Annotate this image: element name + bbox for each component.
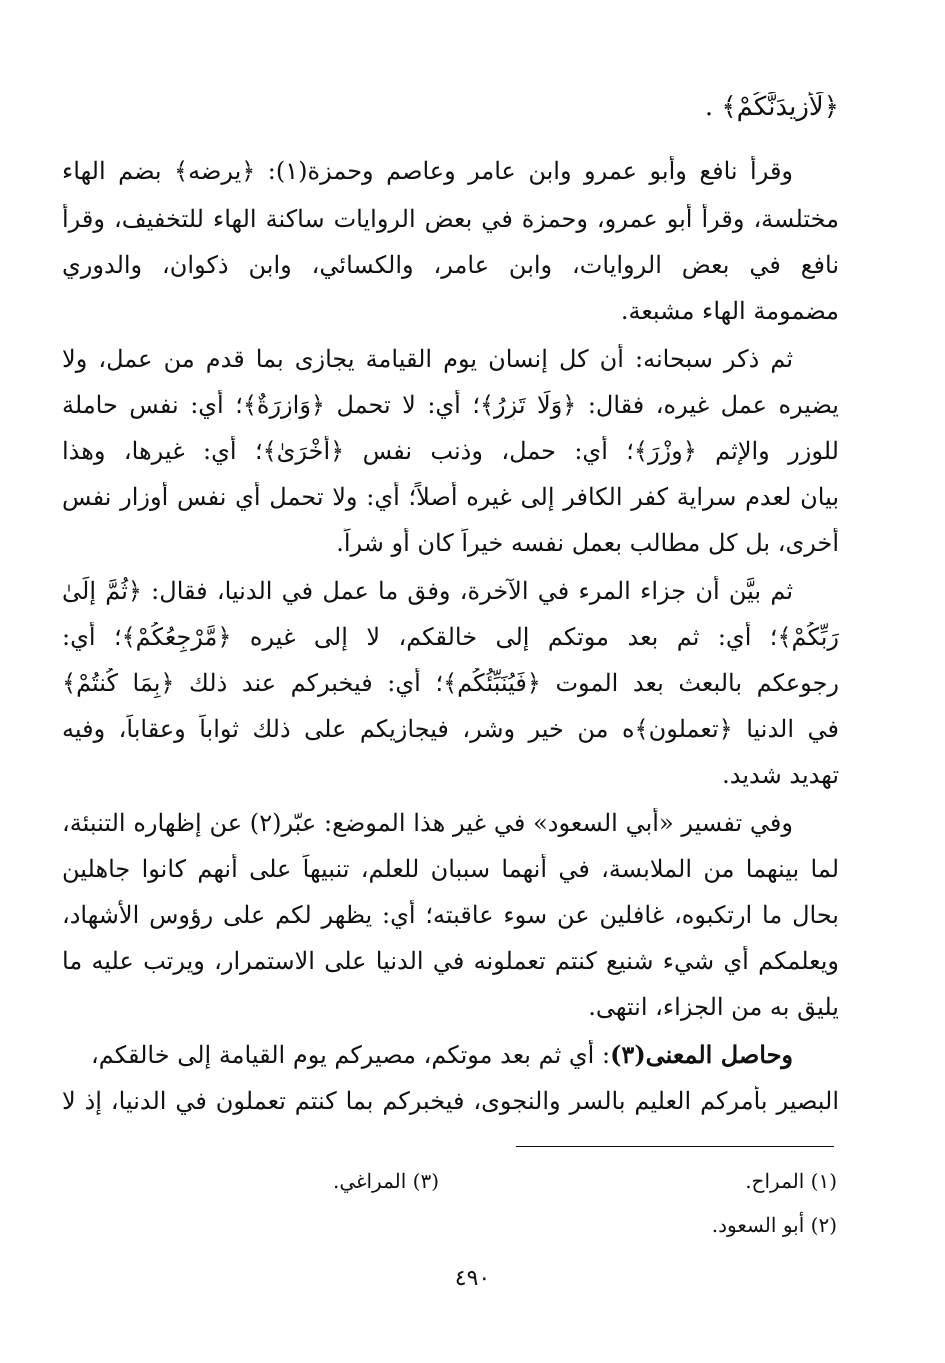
page-number: ٤٩٠ — [454, 1266, 491, 1291]
paragraph-4-line-4: ويعلمكم أي شيء شنيع كنتم تعملونه في الدنيا على الاستمرار، ويرتب عليه ما — [62, 947, 839, 975]
paragraph-4-line-3: بحال ما ارتكبوه، غافلين عن سوء عاقبته؛ أي: يظهر لكم على رؤوس الأشهاد، — [62, 901, 839, 929]
paragraph-2-line-3: للوزر والإثم ﴿وِزْرَ﴾؛ أي: حمل، وذنب نفس ﴿أُخْرَىٰ﴾؛ أي: غيرها، وهذا — [62, 437, 839, 465]
quran-verse-line: ﴿لَأَزِيدَنَّكُمْ﴾ . — [704, 92, 839, 122]
paragraph-4-line-5: يليق به من الجزاء، انتهى. — [588, 993, 839, 1021]
paragraph-4-line-2: لما بينهما من الملابسة، في أنهما سببان للعلم، تنبيهاً على أنهم كانوا جاهلين — [62, 855, 839, 883]
paragraph-2-line-1: ثم ذكر سبحانه: أن كل إنسان يوم القيامة يجازى بما قدم من عمل، ولا — [62, 345, 793, 373]
paragraph-2-line-5: أخرى، بل كل مطالب بعمل نفسه خيراً كان أو شراً. — [336, 529, 839, 557]
paragraph-3-line-3: رجوعكم بالبعث بعد الموت ﴿فَيُنَبِّئُكُم﴾؛ أي: فيخبركم عند ذلك ﴿بِمَا كُنتُمْ﴾ — [62, 669, 839, 697]
paragraph-3-line-5: تهديد شديد. — [722, 761, 839, 789]
paragraph-1-line-3: نافع في بعض الروايات، وابن عامر، والكسائي، وابن ذكوان، والدوري — [62, 251, 839, 279]
paragraph-3-line-4: في الدنيا ﴿تعملون﴾ه من خير وشر، فيجازيكم على ذلك ثواباً وعقاباً، وفيه — [62, 715, 839, 743]
paragraph-1-line-1: وقرأ نافع وأبو عمرو وابن عامر وعاصم وحمزة(١): ﴿يرضه﴾ بضم الهاء — [62, 157, 794, 185]
paragraph-3-line-2: رَبِّكُمْ﴾؛ أي: ثم بعد موتكم إلى خالقكم، لا إلى غيره ﴿مَّرْجِعُكُمْ﴾؛ أي: — [62, 623, 839, 651]
footnote-1: (١) المراح. — [745, 1169, 837, 1193]
paragraph-3-line-1: ثم بيَّن أن جزاء المرء في الآخرة، وفق ما عمل في الدنيا، فقال: ﴿ثُمَّ إِلَىٰ — [62, 577, 793, 605]
footnote-2: (٢) أبو السعود. — [711, 1213, 837, 1237]
paragraph-2-line-2: يضيره عمل غيره، فقال: ﴿وَلَا تَزِرُ﴾؛ أي: لا تحمل ﴿وَازِرَةٌ﴾؛ أي: نفس حاملة — [62, 391, 839, 419]
paragraph-5-line-2: البصير بأمركم العليم بالسر والنجوى، فيخبركم بما كنتم تعملون في الدنيا، إذ لا — [62, 1087, 839, 1115]
paragraph-5-line-1 — [62, 1040, 839, 1070]
paragraph-5-line-1-text: : أي ثم بعد موتكم، مصيركم يوم القيامة إلى خالقكم، — [91, 1041, 611, 1069]
paragraph-1-line-2: مختلسة، وقرأ أبو عمرو، وحمزة في بعض الروايات ساكنة الهاء للتخفيف، وقرأ — [62, 205, 839, 233]
paragraph-4-line-1: وفي تفسير «أبي السعود» في غير هذا الموضع: عبّر(٢) عن إظهاره التنبئة، — [62, 809, 793, 837]
footnote-separator — [516, 1146, 834, 1147]
paragraph-2-line-4: بيان لعدم سراية كفر الكافر إلى غيره أصلاً؛ أي: ولا تحمل أي نفس أوزار نفس — [62, 483, 839, 511]
footnote-3: (٣) المراغي. — [332, 1169, 439, 1193]
paragraph-1-line-4: مضمومة الهاء مشبعة. — [620, 297, 839, 325]
bold-lead-term: وحاصل المعنى(٣) — [610, 1040, 793, 1069]
